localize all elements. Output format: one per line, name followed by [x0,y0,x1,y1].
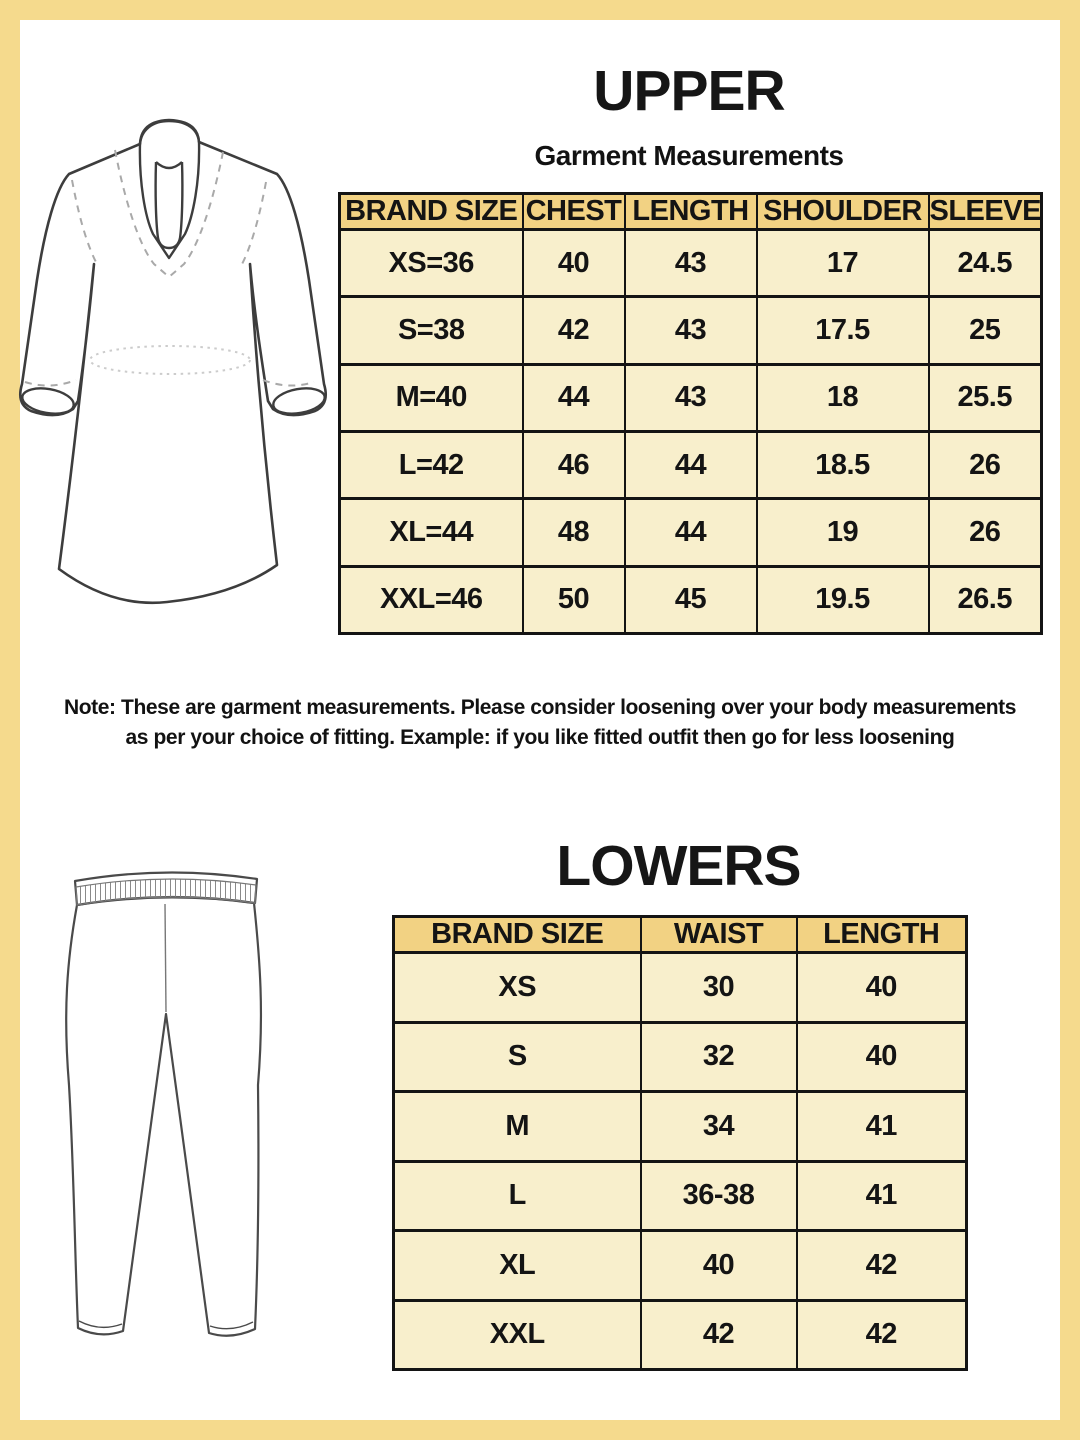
table-cell: 40 [797,1022,967,1092]
table-cell: 32 [641,1022,797,1092]
table-cell: 43 [625,364,757,431]
lowers-measurements-table [392,915,968,1371]
table-cell: 40 [641,1231,797,1301]
lowers-header-length: LENGTH [797,917,967,953]
upper-header-shoulder: SHOULDER [757,194,929,230]
table-cell: M [394,1092,641,1162]
lowers-table-row-xl [394,1231,967,1301]
note-text [60,693,1020,753]
upper-header-chest: CHEST [523,194,625,230]
upper-section-subtitle: Garment Measurements [534,140,844,171]
table-cell: 30 [641,953,797,1023]
lowers-section-title: LOWERS [556,834,801,898]
table-cell: 42 [523,297,625,364]
table-cell: 24.5 [929,230,1042,297]
upper-table-row-s [340,297,1042,364]
upper-table-header-row [340,194,1042,230]
table-cell: XL [394,1231,641,1301]
table-cell: 42 [641,1300,797,1370]
table-cell: L=42 [340,431,523,498]
table-cell: 44 [523,364,625,431]
table-cell: 25 [929,297,1042,364]
table-cell: 43 [625,297,757,364]
table-cell: 18.5 [757,431,929,498]
upper-table-row-xxl [340,566,1042,633]
table-cell: 48 [523,499,625,566]
table-cell: XXL [394,1300,641,1370]
upper-measurements-table [338,192,1043,635]
pants-illustration [58,860,272,1405]
table-cell: 17.5 [757,297,929,364]
table-cell: 44 [625,431,757,498]
table-cell: L [394,1161,641,1231]
table-cell: XS [394,953,641,1023]
upper-table-row-m [340,364,1042,431]
upper-header-sleeve: SLEEVE [929,194,1042,230]
note-line-1: Note: These are garment measurements. Please consider loosening over your body measurements [63,696,1017,719]
table-cell: M=40 [340,364,523,431]
table-cell: 17 [757,230,929,297]
note-line-2: as per your choice of fitting. Example: if you like fitted outfit then go for less loosening [125,726,955,749]
table-cell: 50 [523,566,625,633]
upper-table-row-xs [340,230,1042,297]
table-cell: XS=36 [340,230,523,297]
lowers-header-waist: WAIST [641,917,797,953]
table-cell: XL=44 [340,499,523,566]
table-cell: XXL=46 [340,566,523,633]
table-cell: 42 [797,1231,967,1301]
table-cell: 41 [797,1092,967,1162]
table-cell: 40 [797,953,967,1023]
upper-header-length: LENGTH [625,194,757,230]
upper-table-row-xl [340,499,1042,566]
table-cell: 26 [929,431,1042,498]
lowers-table-header-row [394,917,967,953]
table-cell: 19 [757,499,929,566]
table-cell: 26 [929,499,1042,566]
table-cell: 44 [625,499,757,566]
table-cell: S [394,1022,641,1092]
lowers-table-row-xs [394,953,967,1023]
table-cell: 46 [523,431,625,498]
table-cell: 19.5 [757,566,929,633]
lowers-header-brand-size: BRAND SIZE [394,917,641,953]
upper-table-row-l [340,431,1042,498]
table-cell: S=38 [340,297,523,364]
lowers-table-row-s [394,1022,967,1092]
lowers-table-row-m [394,1092,967,1162]
table-cell: 26.5 [929,566,1042,633]
table-cell: 41 [797,1161,967,1231]
table-cell: 25.5 [929,364,1042,431]
kurta-illustration [12,112,336,646]
lowers-table-row-l [394,1161,967,1231]
upper-section-title: UPPER [593,59,785,123]
upper-header-brand-size: BRAND SIZE [340,194,523,230]
table-cell: 43 [625,230,757,297]
table-cell: 18 [757,364,929,431]
table-cell: 34 [641,1092,797,1162]
table-cell: 40 [523,230,625,297]
table-cell: 42 [797,1300,967,1370]
lowers-table-row-xxl [394,1300,967,1370]
table-cell: 36-38 [641,1161,797,1231]
table-cell: 45 [625,566,757,633]
